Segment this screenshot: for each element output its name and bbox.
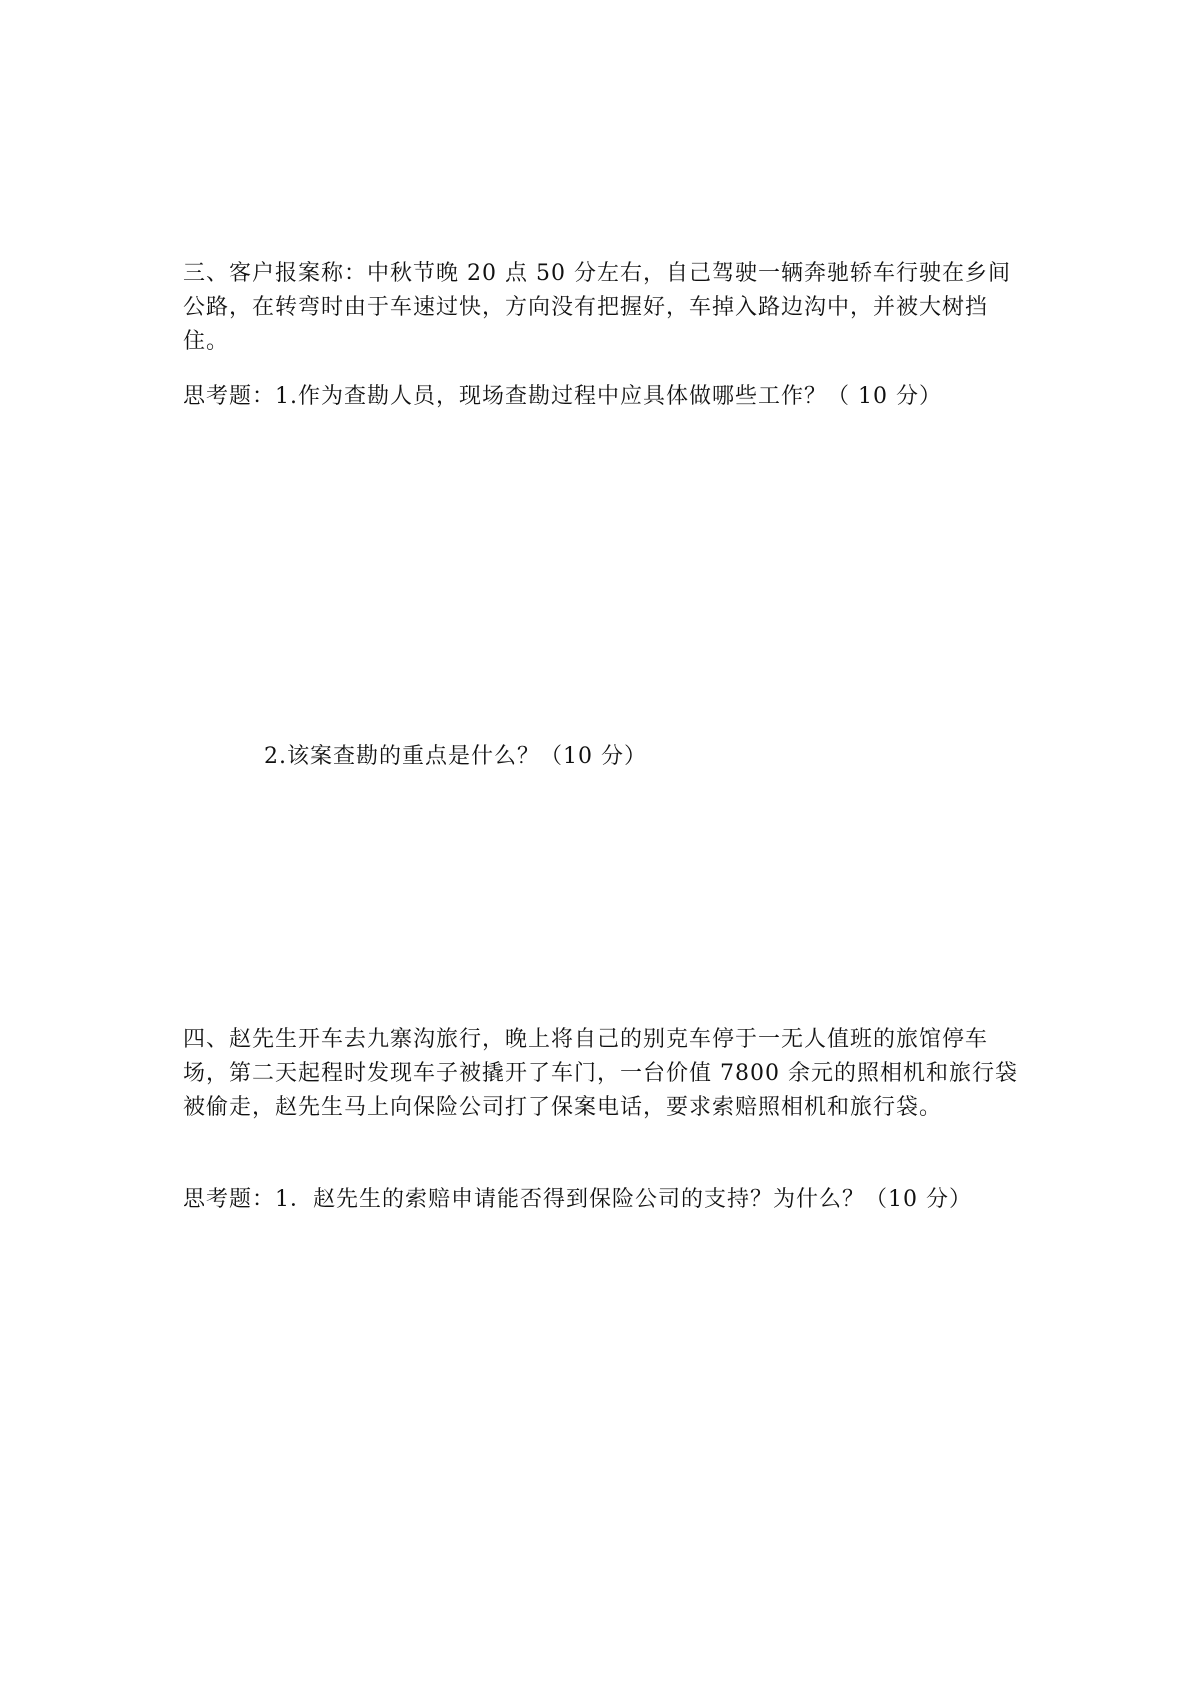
section3-case-text: 三、客户报案称：中秋节晚 20 点 50 分左右，自己驾驶一辆奔驰轿车行驶在乡间公路，在转弯时由于车速过快，方向没有把握好，车掉入路边沟中，并被大树挡住。 [183, 261, 1011, 354]
section4-question-1: 思考题：1．赵先生的索赔申请能否得到保险公司的支持？为什么？（10 分） [183, 1187, 972, 1212]
section3-question-2: 2.该案查勘的重点是什么？（10 分） [264, 744, 647, 769]
section3-question-1: 思考题：1.作为查勘人员，现场查勘过程中应具体做哪些工作？（ 10 分） [183, 384, 942, 409]
section4-case-text: 四、赵先生开车去九寨沟旅行，晚上将自己的别克车停于一无人值班的旅馆停车场，第二天起程时发现车子被撬开了车门，一台价值 7800 余元的照相机和旅行袋被偷走，赵先生马上向保险公司打了保案电话，要求索赔照相机和旅行袋。 [183, 1027, 1018, 1120]
